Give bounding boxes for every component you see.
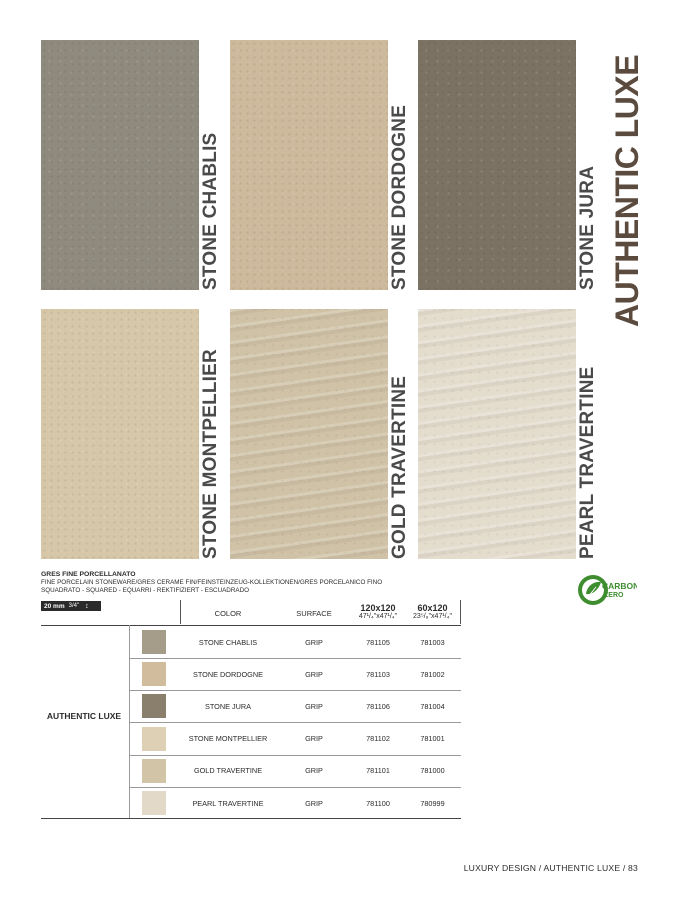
color-name: STONE DORDOGNE — [192, 669, 263, 679]
surface-value: GRIP — [305, 734, 323, 744]
label-stone-chablis: STONE CHABLIS — [200, 132, 221, 290]
spec-block — [41, 571, 501, 595]
tile-stone-chablis — [41, 40, 199, 290]
header-size-120x120-inches: 47¹/₄"x47¹/₄" — [358, 613, 398, 620]
color-name: STONE JURA — [204, 701, 252, 711]
tile-stone-jura — [418, 40, 576, 290]
table-row — [130, 658, 461, 690]
thickness-arrow-icon: ↕ — [85, 602, 89, 610]
surface-value: GRIP — [305, 798, 323, 808]
code-120x120: 781102 — [366, 734, 390, 744]
tile-stone-dordogne — [230, 40, 388, 290]
header-size-60x120-inches: 23⁵/₈"x47¹/₄" — [413, 613, 452, 620]
spec-heading: GRES FINE PORCELLANATO — [41, 571, 136, 578]
color-name: PEARL TRAVERTINE — [192, 798, 264, 808]
table-row — [130, 690, 461, 722]
spec-line-1: FINE PORCELAIN STONEWARE/GRES CERAME FIN/FEINSTEINZEUG-KOLLEKTIONEN/GRES PORCELANICO FINO — [41, 579, 383, 586]
color-swatch — [142, 791, 166, 815]
thickness-inches: 3/4" — [68, 603, 80, 609]
code-60x120: 781002 — [420, 669, 445, 679]
thickness-badge — [41, 601, 101, 611]
code-60x120: 781003 — [420, 637, 445, 647]
color-name: STONE CHABLIS — [198, 637, 258, 647]
label-stone-dordogne: STONE DORDOGNE — [389, 104, 410, 290]
tile-gold-travertine — [230, 309, 388, 559]
color-name: STONE MONTPELLIER — [188, 734, 268, 744]
code-120x120: 781101 — [366, 766, 390, 776]
surface-value: GRIP — [305, 701, 323, 711]
tile-pearl-travertine — [418, 309, 576, 559]
table-row — [130, 723, 461, 755]
table-row — [130, 787, 461, 819]
table-row — [130, 755, 461, 787]
code-60x120: 780999 — [420, 798, 445, 808]
label-gold-travertine: GOLD TRAVERTINE — [389, 375, 410, 559]
code-60x120: 781004 — [420, 701, 445, 711]
spec-line-2: SQUADRATO - SQUARED - EQUARRI - REKTIFIZIERT - ESCUADRADO — [41, 587, 250, 594]
surface-value: GRIP — [305, 766, 323, 776]
tile-stone-montpellier — [41, 309, 199, 559]
header-size-60x120 — [405, 604, 460, 621]
color-swatch — [142, 662, 166, 686]
thickness-value: 20 mm — [44, 602, 65, 610]
collection-title: AUTHENTIC LUXE — [609, 54, 645, 327]
header-size-60x120-label: 60x120 — [417, 603, 448, 613]
color-name: GOLD TRAVERTINE — [193, 766, 263, 776]
code-120x120: 781100 — [366, 798, 390, 808]
color-swatch — [142, 727, 166, 751]
label-stone-montpellier: STONE MONTPELLIER — [200, 349, 221, 559]
carbon-logo-line-2: ZERO — [604, 592, 624, 599]
label-pearl-travertine: PEARL TRAVERTINE — [577, 366, 598, 559]
color-swatch — [142, 759, 166, 783]
header-divider-2 — [460, 600, 461, 624]
page-footer: LUXURY DESIGN / AUTHENTIC LUXE / 83 — [463, 863, 638, 873]
series-name: AUTHENTIC LUXE — [46, 711, 122, 721]
color-swatch — [142, 630, 166, 654]
code-60x120: 781001 — [420, 734, 445, 744]
header-surface: SURFACE — [296, 609, 332, 618]
code-120x120: 781103 — [366, 669, 390, 679]
code-60x120: 781000 — [420, 766, 445, 776]
color-swatch — [142, 694, 166, 718]
code-120x120: 781105 — [366, 637, 390, 647]
code-120x120: 781106 — [366, 701, 390, 711]
header-color: COLOR — [214, 609, 242, 618]
carbon-logo-line-1: CARBON — [602, 581, 637, 591]
surface-value: GRIP — [305, 637, 323, 647]
table-row — [130, 626, 461, 658]
label-stone-jura: STONE JURA — [577, 165, 598, 290]
header-size-120x120 — [352, 604, 404, 621]
header-size-120x120-label: 120x120 — [360, 603, 396, 613]
carbon-zero-logo — [577, 571, 637, 609]
surface-value: GRIP — [305, 669, 323, 679]
